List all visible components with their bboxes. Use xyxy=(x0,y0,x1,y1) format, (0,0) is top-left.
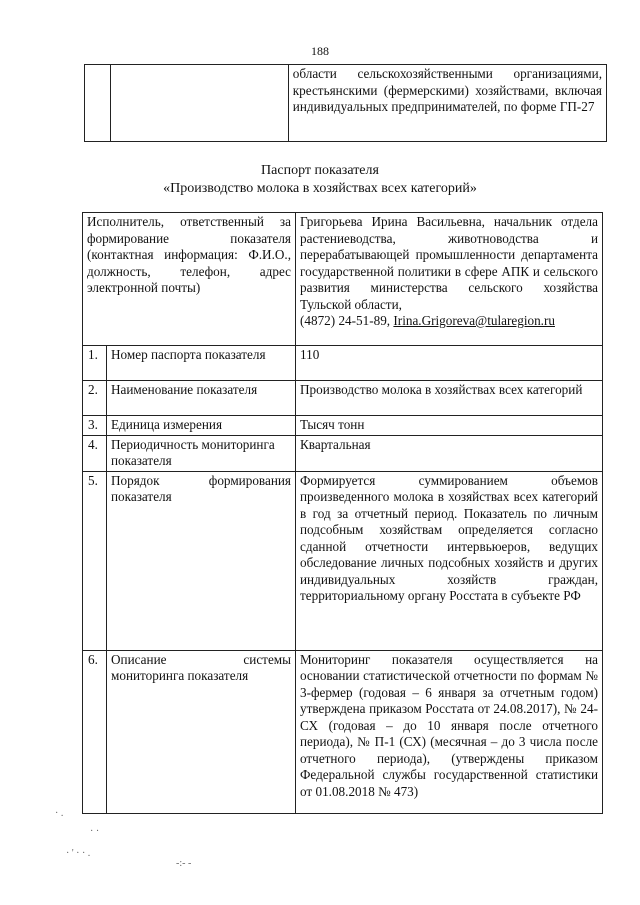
table-cell-empty xyxy=(85,65,111,142)
table-row xyxy=(83,381,603,416)
row-number: 6. xyxy=(83,650,107,813)
continued-table xyxy=(84,64,607,142)
executor-label: Исполнитель, ответственный за формирование показателя (контактная информация: Ф.И.О., должность, телефон, адрес электронной почты) xyxy=(83,213,296,346)
row-value: Мониторинг показателя осуществляется на основании статистической отчетности по формам № 3-фермер (годовая – 6 января за отчетным годом) утверждена приказом Росстата от 24.08.2017), № 24-СХ (годовая – до 10 января после отчетного периода), № П-1 (СХ) (месячная – до 3 числа после отчетного периода), (утверждены приказом Федеральной службы государственной статистики от 01.08.2018 № 473) xyxy=(296,650,603,813)
row-label: Периодичность мониторинга показателя xyxy=(107,435,296,471)
table-row xyxy=(83,213,603,346)
row-number: 1. xyxy=(83,346,107,381)
row-value: Формируется суммированием объемов произведенного молока в хозяйствах всех категорий в год за отчетный период. Показатель по личным подсобным хозяйствам определяется согласно сданной отчетности интервьюеров, ведущих обследование личных подсобных хозяйств и других индивидуальных хозяйств граждан, территориальному органу Росстата в субъекте РФ xyxy=(296,471,603,650)
scan-artifact: -:- - xyxy=(176,858,192,869)
page-number: 188 xyxy=(311,44,329,58)
indicator-title: «Производство молока в хозяйствах всех категорий» xyxy=(163,181,477,196)
table-row xyxy=(83,471,603,650)
row-label: Описание системы мониторинга показателя xyxy=(107,650,296,813)
row-label: Единица измерения xyxy=(107,416,296,436)
row-number: 4. xyxy=(83,435,107,471)
row-label: Номер паспорта показателя xyxy=(107,346,296,381)
row-value: Производство молока в хозяйствах всех категорий xyxy=(296,381,603,416)
scan-artifact: · . xyxy=(55,808,64,819)
row-label: Порядок формирования показателя xyxy=(107,471,296,650)
row-value: 110 xyxy=(296,346,603,381)
row-value: Тысяч тонн xyxy=(296,416,603,436)
scan-artifact: · ' · · . xyxy=(66,848,91,859)
continued-text: области сельскохозяйственными организациями, крестьянскими (фермерскими) хозяйствами, включая индивидуальных предпринимателей, по форме ГП-27 xyxy=(288,65,606,142)
passport-table xyxy=(82,212,603,814)
table-row xyxy=(83,650,603,813)
passport-title: Паспорт показателя xyxy=(261,163,379,178)
table-row xyxy=(83,435,603,471)
table-row xyxy=(83,346,603,381)
table-cell-empty xyxy=(111,65,289,142)
row-label: Наименование показателя xyxy=(107,381,296,416)
executor-phone: (4872) 24-51-89, xyxy=(300,313,394,328)
row-number: 5. xyxy=(83,471,107,650)
row-number: 3. xyxy=(83,416,107,436)
executor-text: Григорьева Ирина Васильевна, начальник отдела растениеводства, животноводства и перерабатывающей промышленности департамента государственной политики в сфере АПК и сельского развития министерства сельского хозяйства Тульской области, xyxy=(300,214,598,312)
executor-value xyxy=(296,213,603,346)
row-number: 2. xyxy=(83,381,107,416)
row-value: Квартальная xyxy=(296,435,603,471)
scan-artifact: · · xyxy=(90,826,100,837)
executor-email-link[interactable]: Irina.Grigoreva@tularegion.ru xyxy=(393,313,555,328)
table-row xyxy=(83,416,603,436)
